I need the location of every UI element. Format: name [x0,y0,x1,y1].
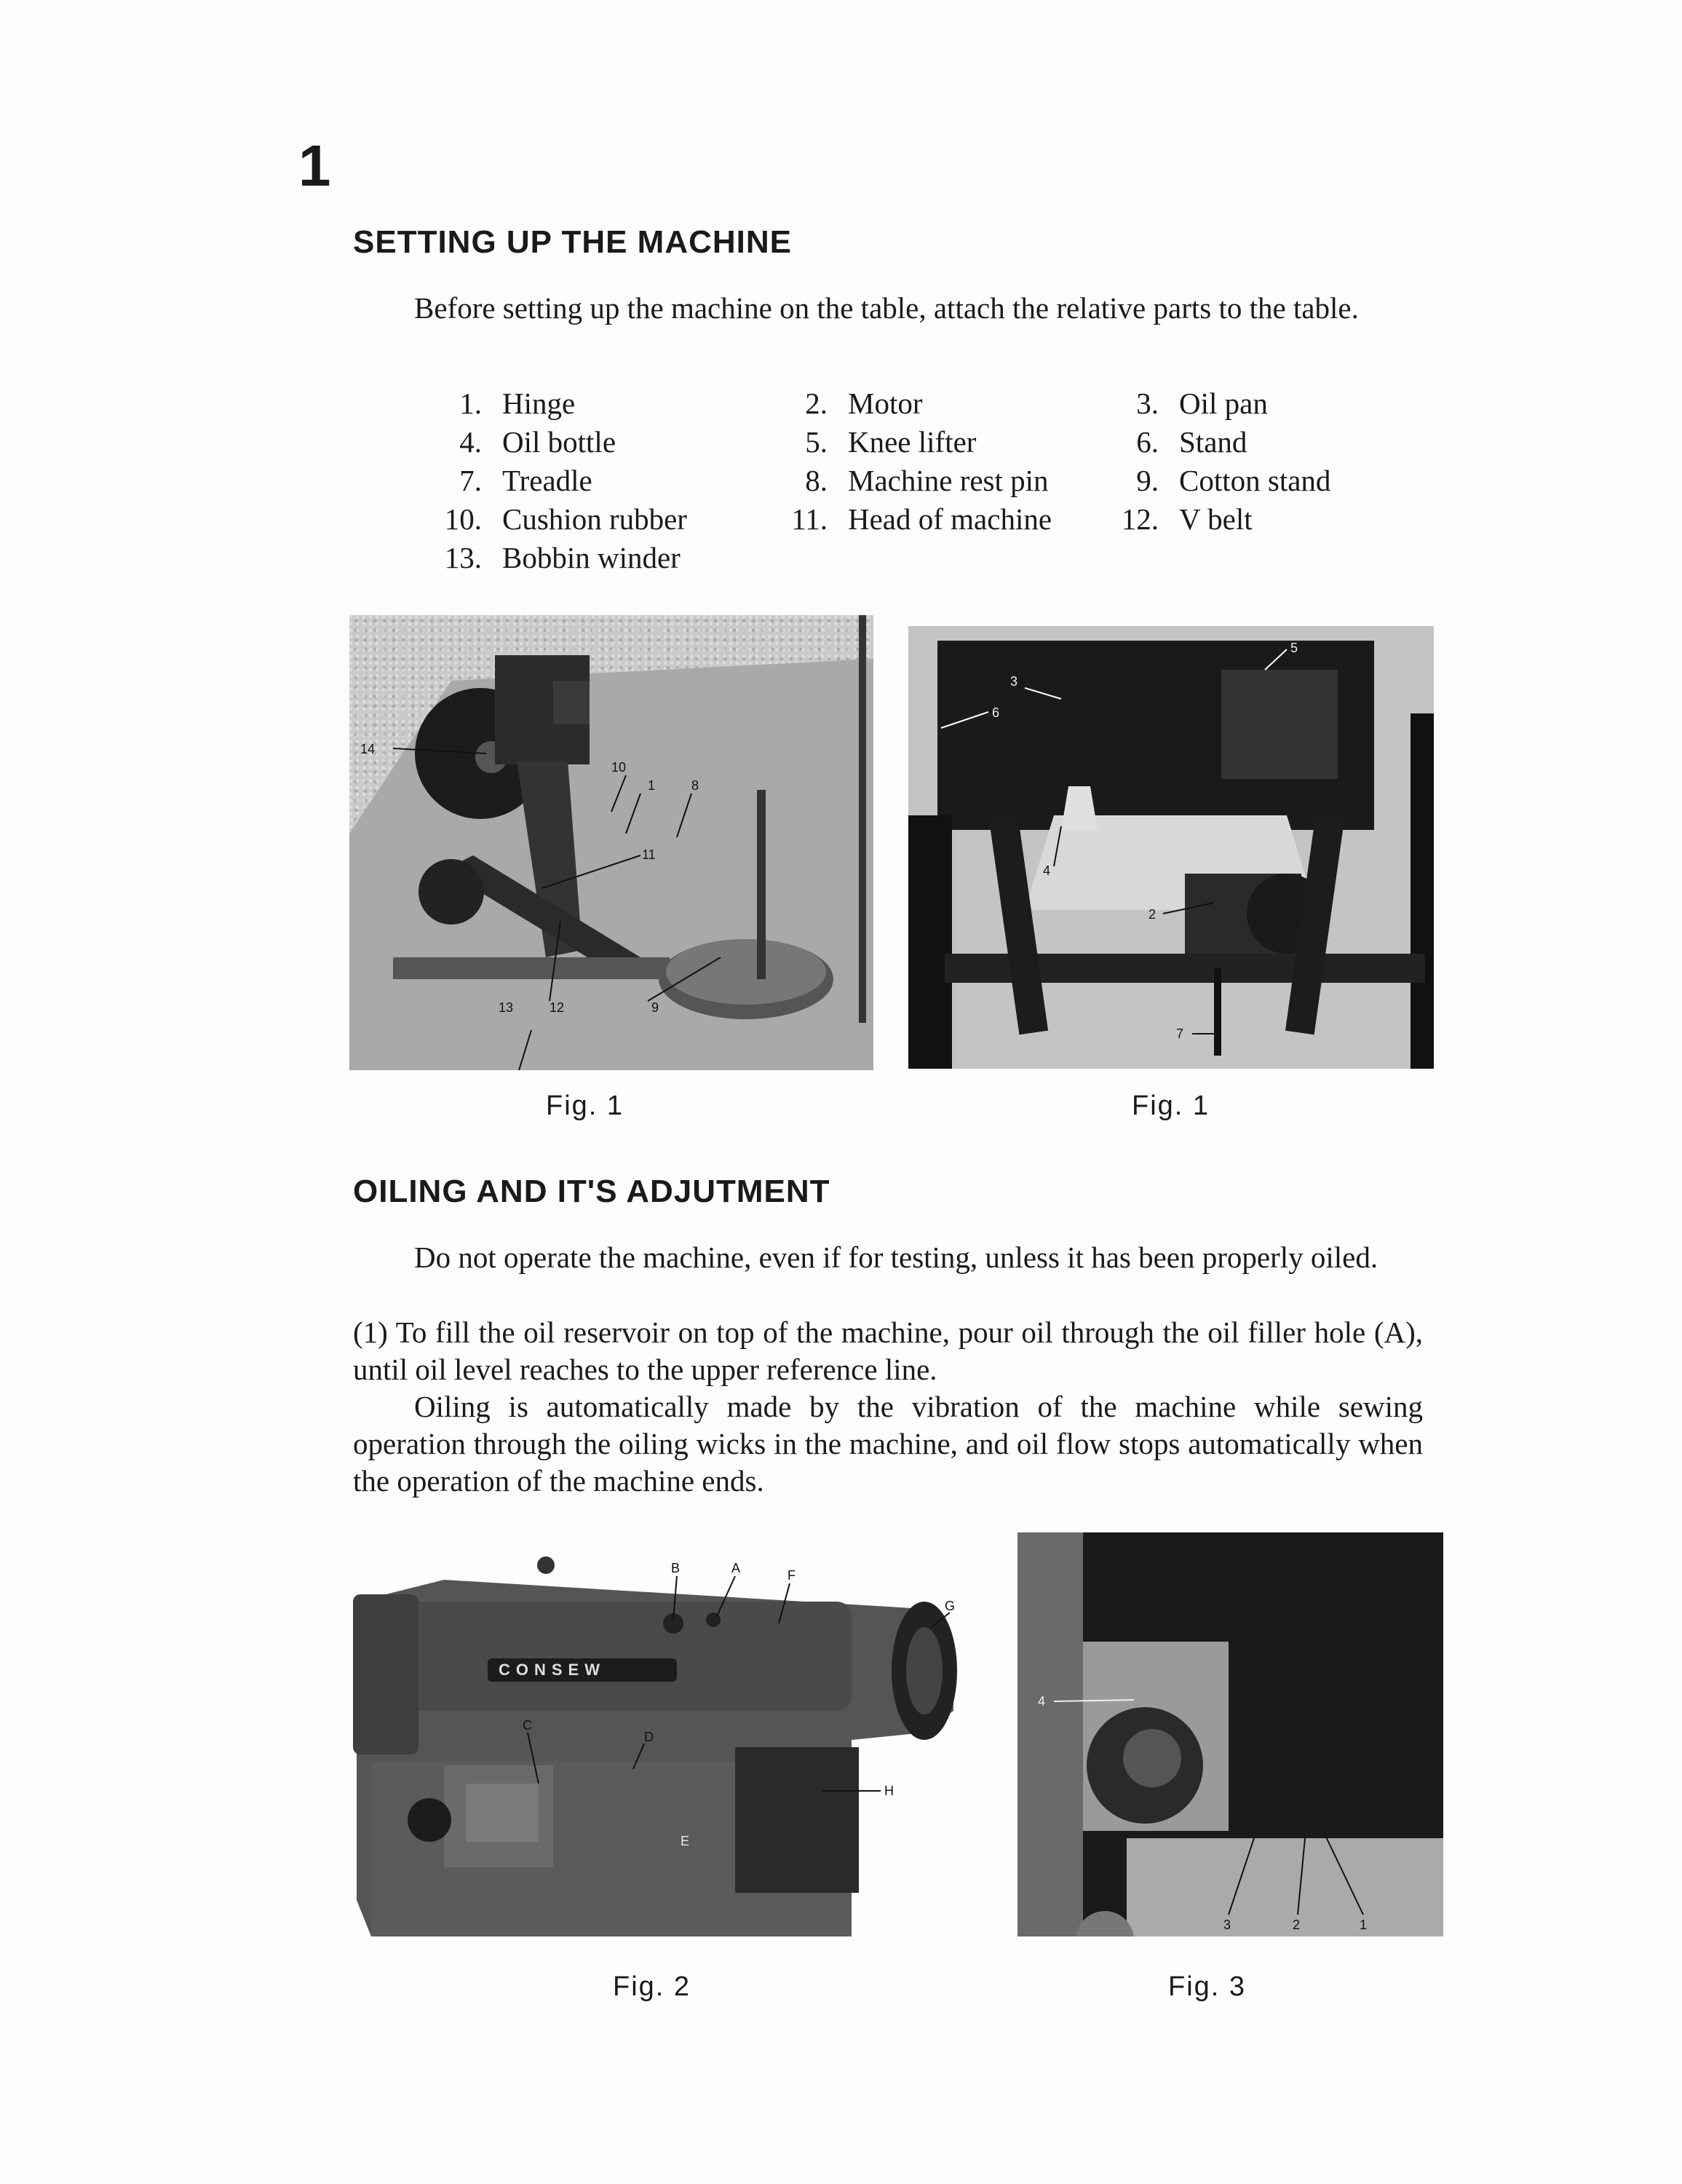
part-item: 13. Bobbin winder [444,541,681,574]
oiling-para-3: Oiling is automatically made by the vibration of the machine while sewing operation through the oiling wicks in the machine, and oil flow stops automatically when the operation of the machine ends. [353,1390,1423,1497]
callout-label: E [681,1834,690,1848]
part-item: 8. Machine rest pin [805,464,1049,497]
part-item: 5. Knee lifter [805,425,977,459]
figure-2-photo [342,1551,997,1958]
figure-3-photo [1017,1532,1443,1936]
part-item: 12. V belt [1121,502,1253,536]
part-item: 1. Hinge [459,387,576,420]
callout-label: 2 [1293,1918,1301,1932]
part-item: 10. Cushion rubber [444,502,687,536]
callout-label: G [945,1599,956,1613]
callout-label: B [671,1561,681,1575]
callout-label: 2 [1149,907,1157,922]
callout-label: 10 [611,760,627,775]
oiling-heading: OILING AND IT'S ADJUTMENT [353,1174,830,1209]
oiling-para-2: (1) To fill the oil reservoir on top of the machine, pour oil through the oil filler hole (A), until oil level reaches to the upper reference line. [353,1315,1423,1386]
callout-label: C [523,1718,532,1733]
consew-brand-label: CONSEW [499,1661,606,1679]
callout-label: 13 [499,1000,514,1015]
callout-label: 3 [1010,674,1018,689]
callout-label: A [731,1561,741,1575]
part-item: 7. Treadle [459,464,592,497]
callout-label: 7 [1176,1026,1184,1041]
figure-3-drawing [1017,1532,1443,1936]
callout-label: 14 [360,742,376,756]
figure-1-right-drawing [908,626,1434,1069]
setup-intro: Before setting up the machine on the table, attach the relative parts to the table. [414,291,1359,325]
callout-label: 8 [691,778,699,793]
section-number: 1 [298,133,331,198]
figure-3-caption: Fig. 3 [1168,1971,1247,2002]
callout-label: 3 [1223,1918,1231,1932]
callout-label: 4 [1038,1694,1046,1709]
callout-label: 6 [992,705,1000,720]
callout-label: 12 [550,1000,565,1015]
parts-list [415,384,1419,577]
callout-label: 5 [1290,641,1298,655]
part-item: 11. Head of machine [791,502,1052,536]
figure-1-left-drawing [349,615,873,1070]
part-item: 9. Cotton stand [1136,464,1331,497]
figure-1-right-photo [908,626,1434,1069]
callout-label: 11 [642,847,656,862]
figure-2-caption: Fig. 2 [613,1971,691,2002]
callout-label: 1 [648,778,656,793]
setup-heading: SETTING UP THE MACHINE [353,224,793,260]
figure-2-drawing [342,1551,997,1958]
callout-label: D [644,1730,654,1744]
part-item: 6. Stand [1136,425,1247,459]
figure-1-left-caption: Fig. 1 [546,1091,624,1121]
callout-label: 9 [651,1000,659,1015]
figure-1-right-caption: Fig. 1 [1132,1091,1210,1121]
callout-label: 4 [1043,863,1051,878]
part-item: 2. Motor [805,387,923,420]
part-item: 4. Oil bottle [459,425,616,459]
oiling-para-1: Do not operate the machine, even if for testing, unless it has been properly oiled. [414,1241,1378,1274]
callout-label: F [788,1568,796,1583]
figure-1-left-photo [349,615,873,1070]
callout-label: 1 [1360,1918,1368,1932]
callout-label: H [884,1784,894,1798]
part-item: 3. Oil pan [1136,387,1268,420]
